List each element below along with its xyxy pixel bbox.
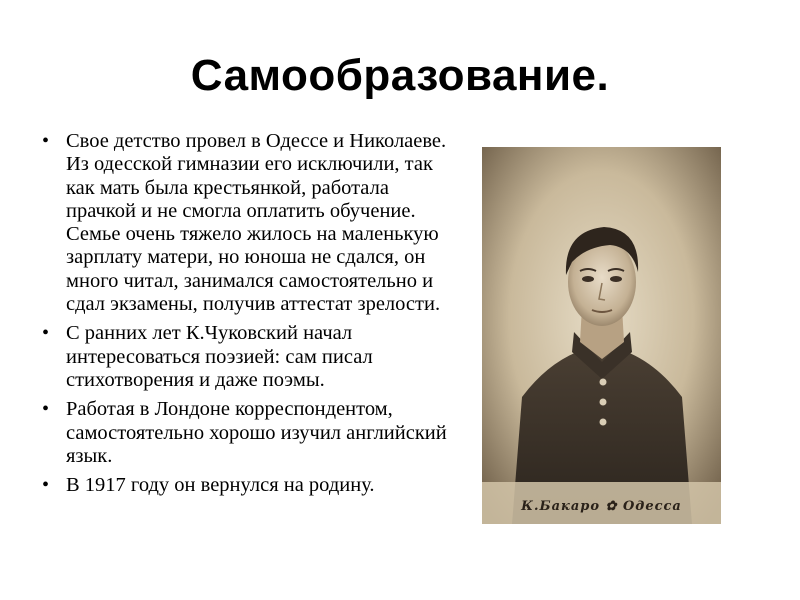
portrait-illustration — [482, 147, 721, 524]
bullet-icon: • — [42, 474, 50, 497]
bullet-item — [42, 130, 452, 316]
coat-button — [600, 399, 607, 406]
portrait-photo — [482, 147, 721, 524]
coat-button — [600, 419, 607, 426]
bullet-text: С ранних лет К.Чуковский начал интересоваться поэзией: сам писал стихотворения и даже поэмы. — [66, 322, 373, 391]
slide-title: Самообразование. — [190, 51, 610, 100]
right-eye — [610, 276, 622, 282]
bullet-icon: • — [42, 130, 50, 152]
bullet-item — [42, 398, 452, 468]
bullet-list — [42, 130, 452, 503]
bullet-text: Работая в Лондоне корреспондентом, самостоятельно хорошо изучил английский язык. — [66, 398, 447, 467]
bullet-icon: • — [42, 322, 50, 345]
coat-button — [600, 379, 607, 386]
studio-mark: К.Бакаро ✿ Одесса — [521, 499, 682, 514]
bullet-item — [42, 474, 452, 497]
bullet-text: В 1917 году он вернулся на родину. — [66, 474, 375, 497]
bullet-text: Свое детство провел в Одессе и Николаеве. Из одесской гимназии его исключили, так как мать была крестьянкой, работала прачкой и не смогла оплатить обучение. Семье очень тяжело жилось на маленькую зарплату матери, но юноша не сдался, он много читал, занимался самостоятельно и сдал экзамены, получив аттестат зрелости. — [66, 130, 447, 316]
bullet-item — [42, 322, 452, 392]
left-eye — [582, 276, 594, 282]
bullet-icon: • — [42, 398, 50, 421]
